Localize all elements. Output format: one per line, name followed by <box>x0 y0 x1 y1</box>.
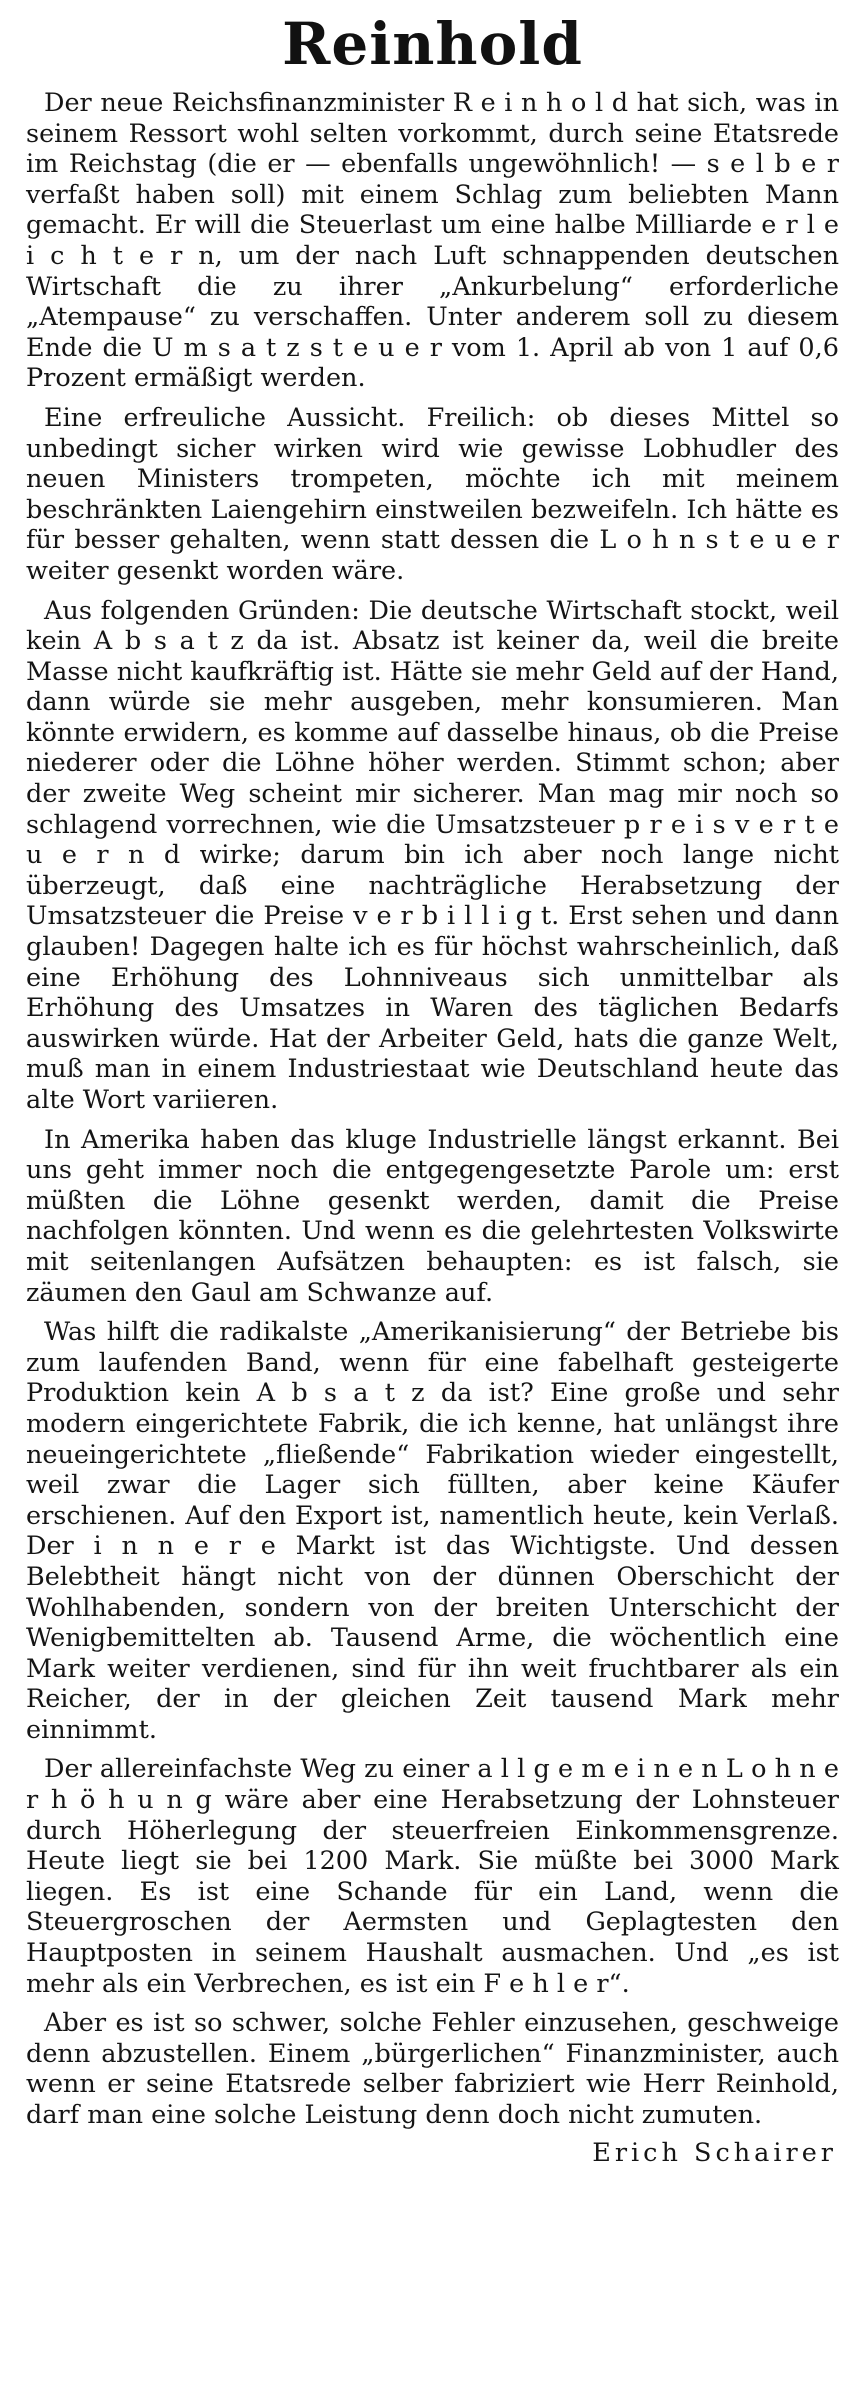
article-paragraph-5: Was hilft die radikalste „Amerikanisierung“ der Betriebe bis zum laufenden Band, wenn für eine fabelhaft gesteigerte Produktion kein A b s a t z da ist? Eine große und sehr modern eingerichtete Fabrik, die ich kenne, hat unlängst ihre neueingerichtete „fließende“ Fabrikation wieder eingestellt, weil zwar die Lager sich füllten, aber keine Käufer erschienen. Auf den Export ist, namentlich heute, kein Verlaß. Der i n n e r e Markt ist das Wichtigste. Und dessen Belebtheit hängt nicht von der dünnen Oberschicht der Wohlhabenden, sondern von der breiten Unterschicht der Wenigbemittelten ab. Tausend Arme, die wöchentlich eine Mark weiter verdienen, sind für ihn weit fruchtbarer als ein Reicher, der in der gleichen Zeit tausend Mark mehr einnimmt. <box>26 1317 839 1745</box>
article-paragraph-2: Eine erfreuliche Aussicht. Freilich: ob dieses Mittel so unbedingt sicher wirken wird wie gewisse Lobhudler des neuen Ministers trompeten, möchte ich mit meinem beschränkten Laiengehirn einstweilen bezweifeln. Ich hätte es für besser gehalten, wenn statt dessen die L o h n s t e u e r weiter gesenkt worden wäre. <box>26 402 839 586</box>
article-paragraph-3: Aus folgenden Gründen: Die deutsche Wirtschaft stockt, weil kein A b s a t z da ist. Absatz ist keiner da, weil die breite Masse nicht kaufkräftig ist. Hätte sie mehr Geld auf der Hand, dann würde sie mehr ausgeben, mehr konsumieren. Man könnte erwidern, es komme auf dasselbe hinaus, ob die Preise niederer oder die Löhne höher werden. Stimmt schon; aber der zweite Weg scheint mir sicherer. Man mag mir noch so schlagend vorrechnen, wie die Umsatzsteuer p r e i s v e r t e u e r n d wirke; darum bin ich aber noch lange nicht überzeugt, daß eine nachträgliche Herabsetzung der Umsatzsteuer die Preise v e r b i l l i g t. Erst sehen und dann glauben! Dagegen halte ich es für höchst wahrscheinlich, daß eine Erhöhung des Lohnniveaus sich unmittelbar als Erhöhung des Umsatzes in Waren des täglichen Bedarfs auswirken würde. Hat der Arbeiter Geld, hats die ganze Welt, muß man in einem Industriestaat wie Deutschland heute das alte Wort variieren. <box>26 595 839 1115</box>
article-paragraph-7: Aber es ist so schwer, solche Fehler einzusehen, geschweige denn abzustellen. Einem „bürgerlichen“ Finanzminister, auch wenn er seine Etatsrede selber fabriziert wie Herr Reinhold, darf man eine solche Leistung denn doch nicht zumuten. <box>26 2008 839 2130</box>
article-paragraph-6: Der allereinfachste Weg zu einer a l l g e m e i n e n L o h n e r h ö h u n g wäre aber eine Herabsetzung der Lohnsteuer durch Höherlegung der steuerfreien Einkommensgrenze. Heute liegt sie bei 1200 Mark. Sie müßte bei 3000 Mark liegen. Es ist eine Schande für ein Land, wenn die Steuergroschen der Aermsten und Geplagtesten den Hauptposten in seinem Haushalt ausmachen. Und „es ist mehr als ein Verbrechen, es ist ein F e h l e r“. <box>26 1754 839 1999</box>
article-paragraph-4: In Amerika haben das kluge Industrielle längst erkannt. Bei uns geht immer noch die entgegengesetzte Parole um: erst müßten die Löhne gesenkt werden, damit die Preise nachfolgen könnten. Und wenn es die gelehrtesten Volkswirte mit seitenlangen Aufsätzen behaupten: es ist falsch, sie zäumen den Gaul am Schwanze auf. <box>26 1124 839 1308</box>
author-signature: Erich Schairer <box>592 2137 837 2168</box>
article-paragraph-1: Der neue Reichsfinanzminister R e i n h o l d hat sich, was in seinem Ressort wohl selten vorkommt, durch seine Etatsrede im Reichstag (die er — ebenfalls ungewöhnlich! — s e l b e r verfaßt haben soll) mit einem Schlag zum beliebten Mann gemacht. Er will die Steuerlast um eine halbe Milliarde e r l e i c h t e r n, um der nach Luft schnappenden deutschen Wirtschaft die zu ihrer „Ankurbelung“ erforderliche „Atempause“ zu verschaffen. Unter anderem soll zu diesem Ende die U m s a t z s t e u e r vom 1. April ab von 1 auf 0,6 Prozent ermäßigt werden. <box>26 88 839 394</box>
article-title: Reinhold <box>282 10 583 78</box>
article <box>26 0 839 2400</box>
